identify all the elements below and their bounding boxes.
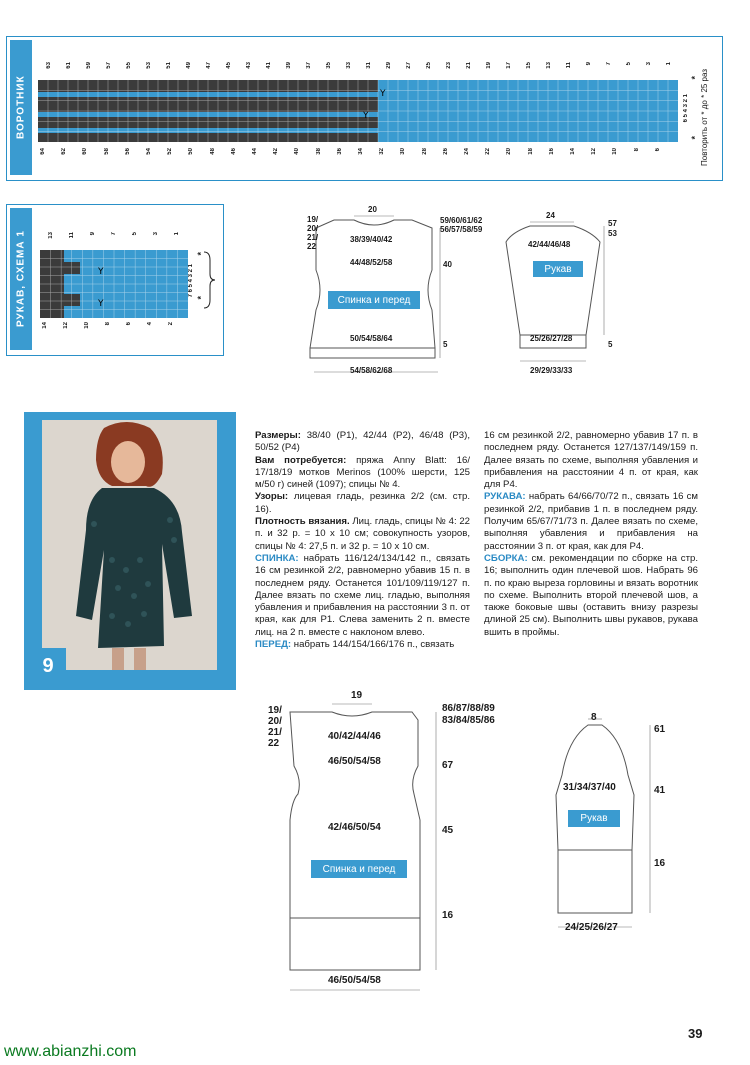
collar-column-number: 8	[633, 148, 640, 152]
collar-column-number: 14	[570, 148, 576, 155]
schema-top-sleeve-width: 42/44/46/48	[528, 240, 571, 249]
collar-column-number: 55	[126, 62, 132, 69]
schema-bottom-neck: 19	[351, 690, 363, 701]
collar-column-number: 34	[358, 148, 364, 155]
schema-bottom-sleeve-cuff: 24/25/26/27	[565, 922, 618, 933]
sleeve-column-number: 8	[105, 322, 111, 326]
collar-column-number: 27	[406, 62, 412, 69]
collar-column-number: 3	[646, 62, 652, 66]
patterns-text: лицевая гладь, резинка 2/2 (см. стр. 16).	[255, 491, 470, 515]
schema-top-sleeve-tag: Рукав	[533, 261, 583, 277]
schema-bottom-sleeve-h61: 61	[654, 724, 666, 735]
sleeve-column-number: 4	[147, 322, 153, 326]
schema-bottom-h45: 45	[442, 825, 454, 836]
schema-top-body-tag: Спинка и перед	[328, 291, 420, 309]
schema-top-bottom: 54/58/62/68	[350, 366, 393, 375]
schema-bottom-chest: 46/50/54/58	[328, 756, 381, 767]
svg-text:Y: Y	[98, 267, 104, 277]
assembly-label: СБОРКА:	[484, 552, 528, 564]
site-url[interactable]: www.abianzhi.com	[4, 1043, 137, 1060]
collar-repeat-note: Повторить от * до * 25 раз	[700, 68, 709, 166]
svg-text:Y: Y	[380, 89, 386, 99]
collar-column-number: 10	[612, 148, 619, 155]
schema-top-neck: 20	[368, 205, 377, 214]
schema-bottom-size-4: 22	[268, 738, 280, 749]
collar-column-number: 6	[654, 148, 661, 152]
schema-bottom-h16: 16	[442, 910, 454, 921]
schema-top-sleeve-cuff: 25/26/27/28	[530, 334, 573, 343]
density-label: Плотность вязания.	[255, 516, 350, 528]
sleeve-brace	[202, 250, 216, 310]
schema-bottom-shoulder: 40/42/44/46	[328, 731, 381, 742]
collar-column-number: 39	[286, 62, 292, 69]
density-text: Лиц. гладь, спицы № 4: 22 п. и 32 р. = 10 х 10 см; совокупность узоров, спицы № 4: 27,5 п. и 32 р. = 10 х 10 см.	[255, 516, 470, 552]
patterns-label: Узоры:	[255, 491, 289, 503]
schema-bottom-body-tag: Спинка и перед	[311, 860, 407, 878]
collar-row-numbers: 6 5 4 3 2 1	[683, 94, 689, 123]
sleeve-star-top: *	[196, 252, 206, 256]
sleeve-chart-label: РУКАВ, СХЕМА 1	[10, 208, 32, 350]
schema-top-right-bottom: 5	[443, 340, 448, 349]
collar-column-number: 41	[266, 62, 272, 69]
sizes-label: Размеры:	[255, 430, 301, 441]
schema-bottom-right1: 86/87/88/89	[442, 703, 495, 714]
schema-top-right-mid: 40	[443, 260, 452, 269]
schema-bottom-bottom: 46/50/54/58	[328, 975, 381, 986]
collar-column-number: 45	[226, 62, 232, 69]
schema-top-sleeve-top: 24	[546, 211, 555, 220]
collar-column-number: 38	[315, 148, 322, 155]
sleeves-text: набрать 64/66/70/72 п., связать 16 см резинкой 2/2, прибавив 1 п. в последнем ряду. Получим 65/67/71/73 п. Далее вязать по схеме, выполняя убавления и прибавления на расстоянии 3 п. от края, как для Р4.	[484, 491, 698, 552]
collar-column-number: 43	[246, 62, 252, 69]
sleeve-column-number: 11	[69, 232, 75, 239]
model-photo	[42, 420, 217, 670]
collar-column-number: 30	[400, 148, 407, 155]
instructions-right	[484, 430, 698, 639]
collar-column-number: 56	[124, 148, 131, 155]
collar-column-number: 46	[230, 148, 237, 155]
collar-column-number: 33	[346, 62, 352, 69]
collar-column-number: 47	[206, 62, 212, 69]
back-label: СПИНКА:	[255, 552, 299, 564]
collar-column-number: 1	[666, 62, 672, 66]
sleeve-column-number: 7	[111, 232, 117, 236]
front-text: набрать 144/154/166/176 п., связать	[293, 639, 455, 651]
schema-top-size-1: 19/	[307, 215, 319, 224]
collar-column-number: 22	[485, 148, 492, 155]
sleeve-column-number: 14	[42, 322, 48, 329]
schema-top-chest: 44/48/52/58	[350, 258, 393, 267]
schema-bottom-right2: 83/84/85/86	[442, 715, 495, 726]
schema-top-sleeve-h3: 5	[608, 340, 613, 349]
collar-column-number: 42	[273, 148, 280, 155]
collar-column-number: 32	[379, 148, 386, 155]
collar-column-number: 16	[548, 148, 555, 155]
collar-column-number: 19	[486, 62, 492, 69]
collar-column-number: 18	[527, 148, 534, 155]
collar-column-number: 26	[442, 148, 449, 155]
collar-column-number: 17	[506, 62, 512, 69]
schema-top-sleeve-bottom: 29/29/33/33	[530, 366, 573, 375]
collar-column-number: 21	[466, 62, 472, 69]
collar-column-number: 50	[188, 148, 195, 155]
front-label: ПЕРЕД:	[255, 639, 292, 651]
front-continued-text: 16 см резинкой 2/2, равномерно убавив 17 п. в последнем ряду. Останется 127/137/149/159 п. Далее вязать по схеме, выполняя убавления и прибавления на расстоянии 4 п. от края, как для Р4.	[484, 430, 698, 491]
instructions-left	[255, 430, 470, 651]
collar-column-number: 62	[61, 148, 68, 155]
sleeve-column-number: 13	[48, 232, 54, 239]
collar-column-number: 23	[446, 62, 452, 69]
schema-top-sleeve-h1: 57	[608, 219, 617, 228]
schema-top-hip: 50/54/58/64	[350, 334, 393, 343]
collar-chart-grid	[38, 80, 678, 142]
sizes-text: 38/40 (Р1), 42/44 (Р2), 46/48 (Р3), 50/52 (Р4)	[255, 430, 470, 454]
collar-column-number: 11	[566, 62, 572, 69]
collar-column-number: 40	[294, 148, 301, 155]
sleeve-column-number: 3	[153, 232, 159, 236]
collar-column-number: 49	[186, 62, 192, 69]
schema-bottom-size-3: 21/	[268, 727, 282, 738]
svg-text:Y: Y	[98, 299, 104, 309]
svg-text:Y: Y	[363, 111, 369, 121]
collar-column-number: 60	[82, 148, 89, 155]
collar-column-number: 53	[146, 62, 152, 69]
sleeve-column-number: 6	[126, 322, 132, 326]
schema-bottom-sleeve-tag: Рукав	[568, 810, 620, 827]
collar-column-number: 64	[40, 148, 46, 155]
collar-column-number: 28	[421, 148, 428, 155]
collar-column-number: 48	[209, 148, 216, 155]
schema-bottom-sleeve-h41: 41	[654, 785, 666, 796]
collar-column-number: 9	[586, 62, 592, 66]
collar-column-number: 58	[103, 148, 110, 155]
back-text: набрать 116/124/134/142 п., связать 16 см резинкой 2/2, равномерно убавив 15 п. в последнем ряду. Останется 101/109/119/127 п. Далее вязать по схеме лиц. гладью, выполняя убавления и прибавления на расстоянии 3 п. от края, как для Р1. Слева заменить 2 п. вместе лиц. на 2 п. вместе с наклоном влево.	[255, 552, 470, 638]
collar-column-number: 24	[464, 148, 470, 155]
collar-column-number: 61	[66, 62, 72, 69]
collar-column-number: 7	[606, 62, 612, 66]
collar-column-number: 37	[306, 62, 312, 69]
collar-column-number: 31	[366, 62, 372, 69]
collar-column-number: 59	[86, 62, 92, 69]
schema-top-sleeve-h2: 53	[608, 229, 617, 238]
collar-column-number: 36	[336, 148, 343, 155]
collar-column-number: 63	[46, 62, 52, 69]
collar-column-number: 15	[526, 62, 532, 69]
collar-star-bottom: *	[690, 136, 700, 140]
schema-bottom-h67: 67	[442, 760, 454, 771]
assembly-text: см. рекомендации по сборке на стр. 16; выполнить один плечевой шов. Набрать 96 п. по краю выреза горловины и вязать воротник по схеме. Выполнить второй плечевой шов, а также боковые швы (оставить внизу разрезы длиной 25 см). Выполнить швы рукавов, рукава вшить в проймы.	[484, 552, 698, 638]
collar-column-number: 35	[326, 62, 332, 69]
collar-column-number: 44	[252, 148, 258, 155]
schema-top-right1: 59/60/61/62	[440, 216, 483, 225]
sleeve-column-number: 1	[174, 232, 180, 236]
schema-top-right2: 56/57/58/59	[440, 225, 483, 234]
collar-column-number: 25	[426, 62, 432, 69]
collar-column-number: 12	[591, 148, 598, 155]
schema-top-size-2: 20/	[307, 224, 319, 233]
pattern-number-badge: 9	[30, 648, 66, 684]
schema-bottom-size-2: 20/	[268, 716, 282, 727]
schema-bottom-size-1: 19/	[268, 705, 282, 716]
schema-bottom-sleeve-drawing	[540, 715, 660, 945]
schema-top-shoulder: 38/39/40/42	[350, 235, 393, 244]
collar-column-number: 13	[546, 62, 552, 69]
schema-bottom-sleeve-width: 31/34/37/40	[563, 782, 616, 793]
need-label: Вам потребуется:	[255, 454, 347, 466]
sleeve-star-bottom: *	[196, 296, 206, 300]
sleeve-column-number: 12	[63, 322, 69, 329]
collar-column-number: 51	[166, 62, 172, 69]
collar-column-number: 57	[106, 62, 112, 69]
page-number: 39	[688, 1026, 703, 1041]
schema-top-size-4: 22	[307, 242, 316, 251]
collar-column-number: 52	[167, 148, 174, 155]
need-text: пряжа Anny Blatt: 16/ 17/18/19 мотков Merinos (100% шерсти, 125 м/50 г) синей (1097); спицы № 4.	[255, 454, 470, 491]
collar-column-number: 5	[626, 62, 632, 66]
sleeve-column-number: 9	[90, 232, 96, 236]
schema-bottom-sleeve-h16: 16	[654, 858, 666, 869]
schema-bottom-sleeve-top: 8	[591, 712, 597, 723]
collar-star-top: *	[690, 76, 700, 80]
sleeve-row-numbers: 7 6 5 4 3 2 1	[188, 264, 194, 298]
sleeve-column-number: 5	[132, 232, 138, 236]
sleeve-chart-grid	[40, 250, 188, 318]
collar-column-number: 54	[146, 148, 152, 155]
collar-column-number: 20	[506, 148, 513, 155]
schema-bottom-waist: 42/46/50/54	[328, 822, 381, 833]
sleeve-column-number: 2	[168, 322, 174, 326]
sleeve-column-number: 10	[84, 322, 90, 329]
collar-column-number: 29	[386, 62, 392, 69]
sleeves-label: РУКАВА:	[484, 491, 526, 503]
schema-top-size-3: 21/	[307, 233, 319, 242]
collar-chart-label: ВОРОТНИК	[10, 40, 32, 175]
